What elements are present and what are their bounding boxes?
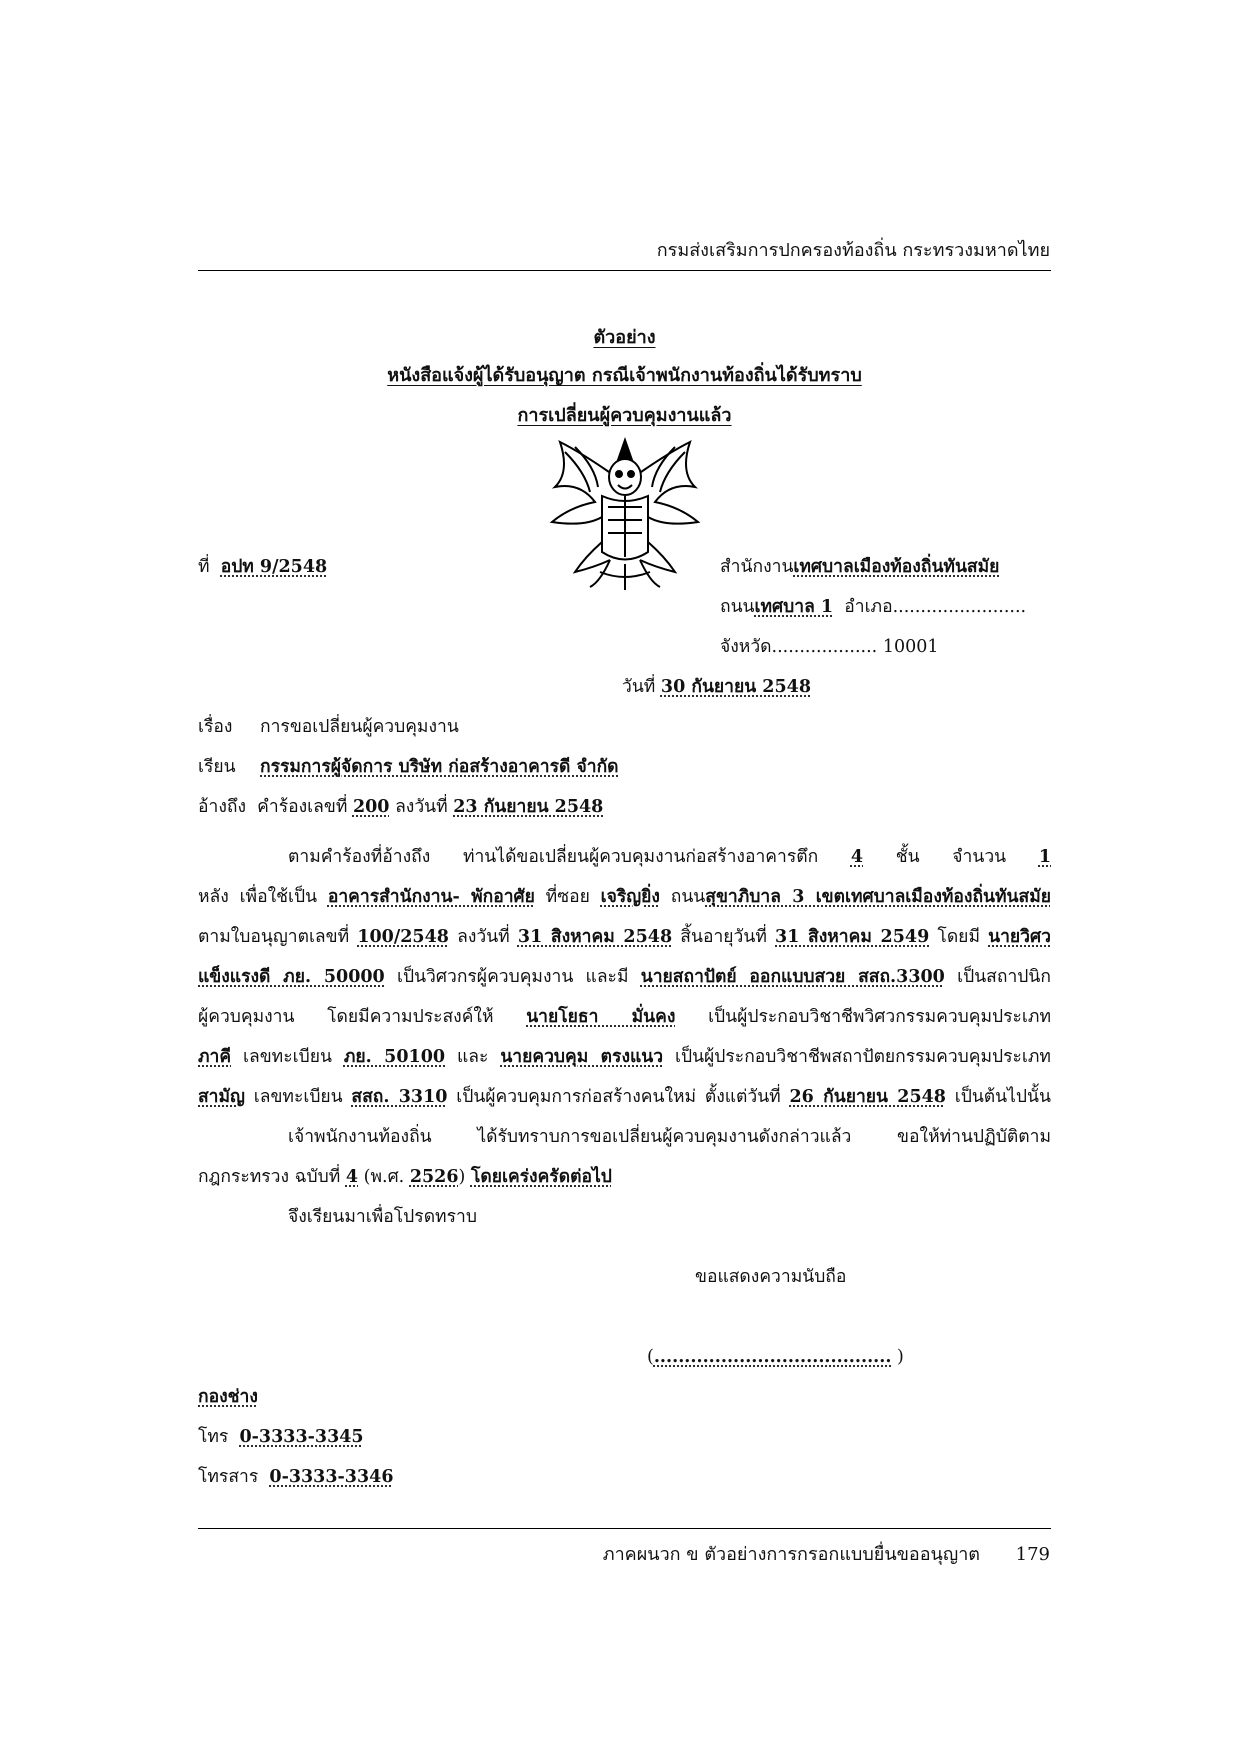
usage-value: อาคารสำนักงาน- พักอาศัย (327, 887, 535, 907)
district-value: ........................ (892, 597, 1027, 617)
ref-label: ที่ (198, 557, 210, 577)
body-text: เป็นต้นไปนั้น (954, 1087, 1051, 1107)
closing-line: จึงเรียนมาเพื่อโปรดทราบ (288, 1207, 477, 1227)
body-text: ที่ซอย (545, 887, 590, 907)
engineer1-name: นายวิศว (988, 927, 1051, 947)
engineer2-name: นายโยธา มั่นคง (526, 1007, 676, 1027)
body-text: โดยมี (937, 927, 980, 947)
body-text: (พ.ศ. (363, 1167, 405, 1187)
body-text: ถนน (670, 887, 706, 907)
reference-label: อ้างถึง (198, 797, 247, 817)
footer-text: ภาคผนวก ข ตัวอย่างการกรอกแบบยื่นขออนุญาต (602, 1544, 980, 1565)
body-text: เป็นผู้ประกอบวิชาชีพวิศวกรรมควบคุมประเภท (708, 1007, 1051, 1027)
signature-open: ( (647, 1347, 654, 1367)
body-text: เป็นสถาปนิก (957, 967, 1051, 987)
reference-text1: คำร้องเลขที่ (257, 797, 348, 817)
signature-close: ) (897, 1347, 904, 1367)
body-line-8 (288, 1126, 1051, 1148)
reference-number: 200 (352, 797, 390, 817)
body-line-7 (198, 1086, 1051, 1108)
to-label: เรียน (198, 757, 236, 777)
count-value: 1 (1038, 847, 1051, 867)
respect-line: ขอแสดงความนับถือ (695, 1267, 847, 1287)
date-value: 30 กันยายน 2548 (660, 677, 812, 697)
to-value: กรรมการผู้จัดการ บริษัท ก่อสร้างอาคารดี จำกัด (260, 757, 619, 777)
start-date: 26 กันยายน 2548 (789, 1087, 946, 1107)
body-text: เป็นผู้ควบคุมการก่อสร้างคนใหม่ ตั้งแต่วันที่ (456, 1087, 781, 1107)
body-line-3 (198, 926, 1051, 948)
body-text: หลัง เพื่อใช้เป็น (198, 887, 318, 907)
body-text: ) (458, 1167, 466, 1187)
body-text: เป็นวิศวกรผู้ควบคุมงาน และมี (397, 967, 629, 987)
engineer-class: ภาคี (198, 1047, 232, 1067)
soi-value: เจริญยิ่ง (600, 887, 660, 907)
body-text: ตามคำร้องที่อ้างถึง ท่านได้ขอเปลี่ยนผู้ควบคุมงานก่อสร้างอาคารตึก (288, 847, 819, 867)
office-name: เทศบาลเมืองท้องถิ่นทันสมัย (793, 557, 1000, 577)
subject-label: เรื่อง (198, 717, 233, 737)
permit-date: 31 สิงหาคม 2548 (517, 927, 673, 947)
signature-name: ....................................... (653, 1347, 892, 1367)
province-value: ................... (771, 637, 878, 657)
reference-date: 23 กันยายน 2548 (453, 797, 604, 817)
footer-rule (198, 1528, 1051, 1529)
road-label: ถนน (720, 597, 755, 617)
office-line (720, 556, 999, 578)
subject-value: การขอเปลี่ยนผู้ควบคุมงาน (260, 717, 459, 737)
title-line2: หนังสือแจ้งผู้ได้รับอนุญาต กรณีเจ้าพนักงานท้องถิ่นได้รับทราบ (387, 365, 862, 386)
body-text: เป็นผู้ประกอบวิชาชีพสถาปัตยกรรมควบคุมประเภท (674, 1047, 1051, 1067)
body-line-6 (198, 1046, 1051, 1068)
body-line-9 (198, 1166, 612, 1188)
architect2-name: นายควบคุม ตรงแนว (500, 1047, 664, 1067)
province-line (720, 636, 938, 658)
province-label: จังหวัด (720, 637, 772, 657)
engineer-reg: ภย. 50100 (343, 1047, 446, 1067)
engineer1-reg: แข็งแรงดี ภย. 50000 (198, 967, 385, 987)
body-text: ชั้น จำนวน (895, 847, 1007, 867)
district-label: อำเภอ (844, 597, 893, 617)
department-name: กองช่าง (198, 1387, 258, 1407)
architect-reg: สสถ. 3310 (351, 1087, 448, 1107)
road-detail: สุขาภิบาล 3 เขตเทศบาลเมืองท้องถิ่นทันสมัย (705, 887, 1051, 907)
department (198, 1386, 258, 1408)
title-line3: การเปลี่ยนผู้ควบคุมงานแล้ว (517, 405, 732, 426)
header-rule (198, 270, 1051, 271)
body-text: ตามใบอนุญาตเลขที่ (198, 927, 350, 947)
fax-line (198, 1466, 394, 1488)
road-value: เทศบาล 1 (754, 597, 834, 617)
reference-line (198, 796, 603, 818)
body-line-1 (288, 846, 1051, 868)
strict-phrase: โดยเคร่งครัดต่อไป (470, 1167, 612, 1187)
reference-text2: ลงวันที่ (395, 797, 448, 817)
date-label: วันที่ (622, 677, 656, 697)
office-label: สำนักงาน (720, 557, 794, 577)
body-text: และ (456, 1047, 489, 1067)
ref-number (198, 556, 327, 578)
architect-class: สามัญ (198, 1087, 245, 1107)
body-line-4 (198, 966, 1051, 988)
page-number: 179 (1015, 1544, 1050, 1565)
regulation-year: 2526 (409, 1167, 459, 1187)
ref-value: อปท 9/2548 (220, 557, 328, 577)
body-line-2 (198, 886, 1051, 908)
floors-value: 4 (850, 847, 864, 867)
road-line (720, 596, 1026, 618)
fax-label: โทรสาร (198, 1467, 259, 1487)
body-text: ผู้ควบคุมงาน โดยมีความประสงค์ให้ (198, 1007, 494, 1027)
fax-value: 0-3333-3346 (269, 1467, 394, 1487)
signature-line (647, 1346, 904, 1368)
body-text: เลขทะเบียน (253, 1087, 343, 1107)
to-line (198, 756, 619, 778)
header-ministry: กรมส่งเสริมการปกครองท้องถิ่น กระทรวงมหาดไทย (656, 240, 1050, 261)
title-line1: ตัวอย่าง (593, 327, 656, 348)
regulation-number: 4 (345, 1167, 359, 1187)
body-line-5 (198, 1006, 1051, 1028)
garuda-emblem (540, 432, 710, 592)
body-text: เจ้าพนักงานท้องถิ่น ได้รับทราบการขอเปลี่ยนผู้ควบคุมงานดังกล่าวแล้ว ขอให้ท่านปฏิบัติตาม (288, 1127, 1051, 1147)
body-text: กฎกระทรวง ฉบับที่ (198, 1167, 341, 1187)
letter-date (622, 676, 811, 698)
permit-number: 100/2548 (357, 927, 449, 947)
tel-value: 0-3333-3345 (239, 1427, 364, 1447)
body-text: สิ้นอายุวันที่ (680, 927, 767, 947)
expire-date: 31 สิงหาคม 2549 (775, 927, 930, 947)
tel-line (198, 1426, 364, 1448)
subject-line (198, 716, 459, 738)
tel-label: โทร (198, 1427, 229, 1447)
body-text: เลขทะเบียน (243, 1047, 332, 1067)
body-text: ลงวันที่ (457, 927, 510, 947)
architect1-name: นายสถาปัตย์ ออกแบบสวย สสถ.3300 (640, 967, 945, 987)
postcode: 10001 (882, 637, 939, 657)
